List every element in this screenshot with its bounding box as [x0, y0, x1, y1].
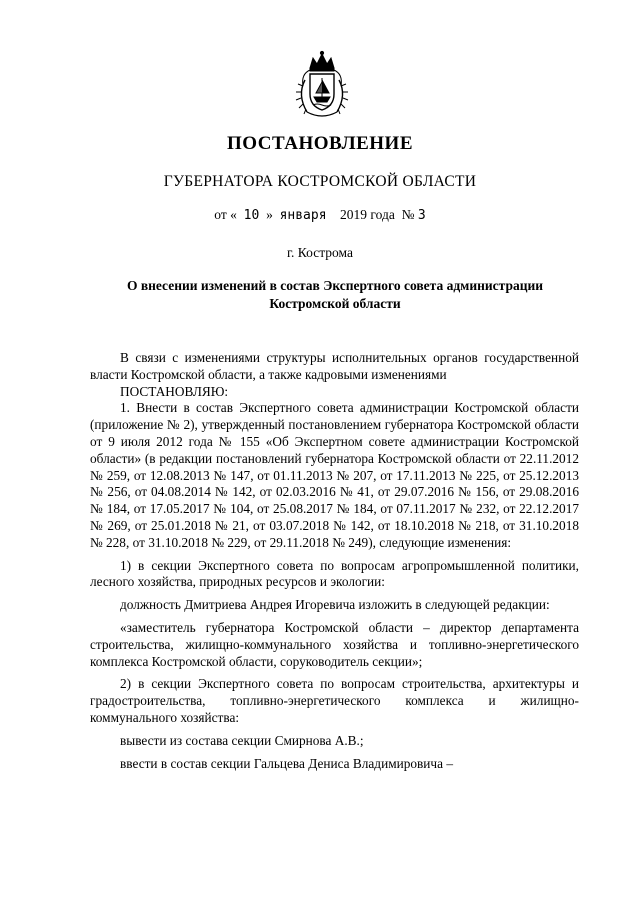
date-month: января [279, 208, 327, 223]
issuer-title: ГУБЕРНАТОРА КОСТРОМСКОЙ ОБЛАСТИ [163, 173, 477, 190]
date-line [0, 207, 640, 223]
paragraph-resolve: ПОСТАНОВЛЯЮ: [120, 383, 229, 399]
paragraph-position-change: должность Дмитриева Андрея Игоревича изложить в следующей редакции: [120, 597, 550, 613]
date-day: 10 [243, 208, 260, 223]
document-title: ПОСТАНОВЛЕНИЕ [226, 133, 414, 154]
paragraph-subitem-2: 2) в секции Экспертного совета по вопросам строительства, архитектуры и градостроительства, топливно-энергетического комплекса и жилищно-коммунального хозяйства: [90, 676, 579, 725]
document-number: 3 [417, 208, 426, 223]
date-prefix: от « [214, 207, 237, 222]
city-line: г. Кострома [287, 245, 353, 260]
paragraph-item-1: 1. Внести в состав Экспертного совета администрации Костромской области (приложение № 2), утвержденный постановлением губернатора Костромской области от 9 июля 2012 года № 155 «Об Экспертном совете администрации Костромской области» (в редакции постановлений губернатора Костромской области от 22.11.2012 № 259, от 12.08.2013 № 147, от 01.11.2013 № 207, от 17.11.2013 № 225, от 25.12.2013 № 256, от 04.08.2014 № 142, от 02.03.2016 № 41, от 29.07.2016 № 156, от 29.08.2016 № 184, от 17.05.2017 № 104, от 25.08.2017 № 184, от 07.11.2017 № 232, от 22.12.2017 № 269, от 25.01.2018 № 21, от 03.07.2018 № 142, от 18.10.2018 № 218, от 31.10.2018 № 228, от 31.10.2018 № 229, от 29.11.2018 № 249), следующие изменения: [90, 400, 579, 550]
paragraph-preamble: В связи с изменениями структуры исполнительных органов государственной власти Костромской области, а также кадровыми изменениями [90, 350, 579, 382]
coat-of-arms-icon [293, 50, 351, 120]
document-heading: О внесении изменений в состав Экспертного совета администрации Костромской области [126, 278, 544, 311]
paragraph-subitem-1: 1) в секции Экспертного совета по вопросам агропромышленной политики, лесного хозяйства, природных ресурсов и экологии: [90, 557, 579, 590]
paragraph-add-member: ввести в состав секции Гальцева Дениса Владимировича – [120, 755, 453, 771]
paragraph-new-position: «заместитель губернатора Костромской области – директор департамента строительства, жилищно-коммунального хозяйства и топливно-энергетического комплекса Костромской области, соруководитель секции»; [90, 619, 579, 669]
number-sign: № [401, 207, 415, 222]
document-body [90, 350, 579, 772]
date-mid: » [266, 207, 273, 222]
date-year: 2019 года [340, 207, 395, 222]
paragraph-remove-member: вывести из состава секции Смирнова А.В.; [120, 732, 364, 748]
